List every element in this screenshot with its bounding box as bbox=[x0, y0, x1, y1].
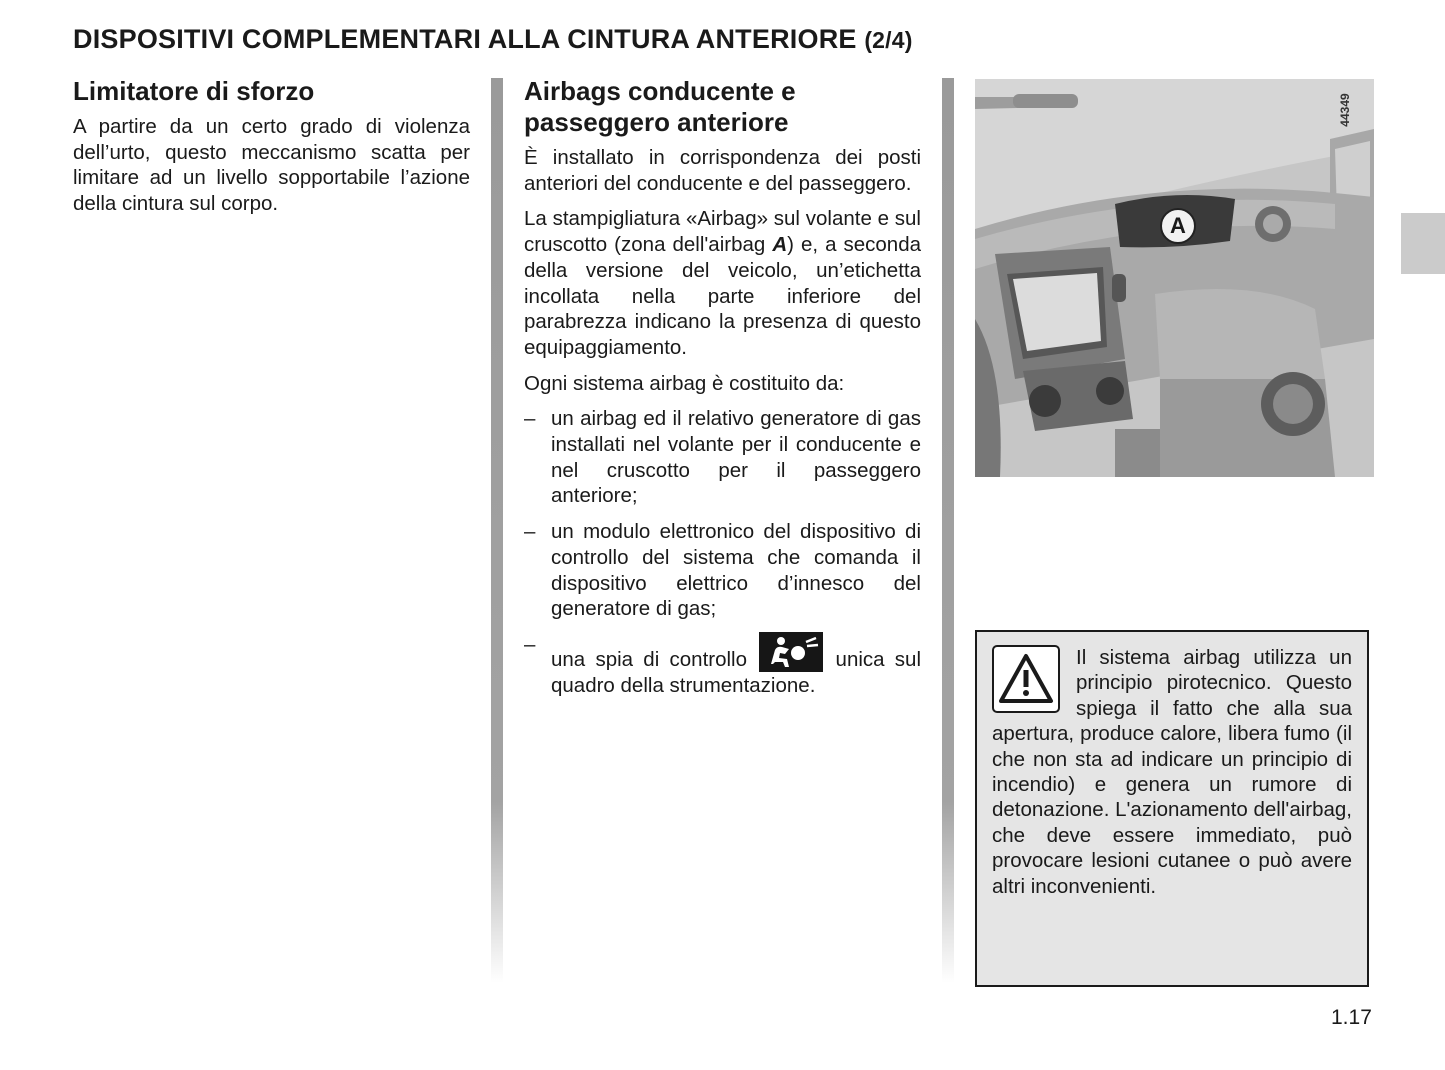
warning-box bbox=[975, 630, 1369, 987]
airbag-warning-light-icon bbox=[759, 632, 823, 672]
column-divider-right bbox=[942, 78, 954, 983]
limitatore-heading: Limitatore di sforzo bbox=[73, 76, 315, 106]
list-item: – un airbag ed il relativo generatore di gas installati nel volante per il conducente e nel cruscotto per il passeggero anteriore; bbox=[524, 406, 921, 509]
page-title-text: DISPOSITIVI COMPLEMENTARI ALLA CINTURA ANTERIORE bbox=[73, 24, 857, 54]
warning-text: Il sistema airbag utilizza un principio pirotecnico. Questo spiega il fatto che alla sua apertura, produce calore, libera fumo (il che non sta ad indicare un principio di incendio) e genera un rumore di detonazione. L'azionamento dell'airbag, che deve essere immediato, può provocare lesioni cutanee o può avere altri inconvenienti. bbox=[992, 646, 1353, 898]
page-number: 1.17 bbox=[1331, 1006, 1372, 1029]
page-title bbox=[73, 24, 913, 55]
airbags-p2-start: La stampigliatura «Airbag» sul volante e sul cruscotto (zona dell'airbag bbox=[524, 207, 921, 257]
list-item bbox=[524, 632, 921, 698]
section-tab bbox=[1401, 213, 1445, 274]
airbag-zone-callout: A bbox=[1160, 208, 1196, 244]
airbag-zone-reference: A bbox=[772, 233, 788, 257]
dashboard-photo bbox=[975, 79, 1374, 477]
limitatore-paragraph: A partire da un certo grado di violenza dell’urto, questo meccanismo scatta per limitare ad un livello sopportabile l’azione della cintura sul corpo. bbox=[73, 115, 470, 216]
airbag-components-list bbox=[524, 406, 921, 698]
airbags-p2-end: ) e, a seconda della versione del veicolo, un’etichetta incollata nella parte inferiore del parabrezza indicano la presenza di questo equipaggiamento. bbox=[524, 233, 921, 359]
airbags-paragraph-1: È installato in corrispondenza dei posti anteriori del conducente e del passeggero. bbox=[524, 146, 921, 195]
airbags-section bbox=[524, 76, 921, 708]
column-divider-left bbox=[491, 78, 503, 983]
list-item: – un modulo elettronico del dispositivo di controllo del sistema che comanda il dispositivo elettrico d’innesco del generatore di gas; bbox=[524, 519, 921, 622]
page-fraction: (2/4) bbox=[864, 27, 913, 53]
photo-reference-number: 44349 bbox=[1338, 93, 1352, 127]
airbags-heading: Airbags conducente e passeggero anteriore bbox=[524, 76, 796, 137]
list-item-3-end: unica sul quadro della strumentazione. bbox=[551, 647, 922, 697]
airbags-paragraph-2 bbox=[524, 206, 921, 360]
airbags-paragraph-3: Ogni sistema airbag è costituito da: bbox=[524, 371, 845, 395]
limitatore-section bbox=[73, 76, 470, 227]
list-item-3-start: una spia di controllo bbox=[551, 647, 748, 671]
warning-triangle-icon bbox=[992, 645, 1060, 713]
